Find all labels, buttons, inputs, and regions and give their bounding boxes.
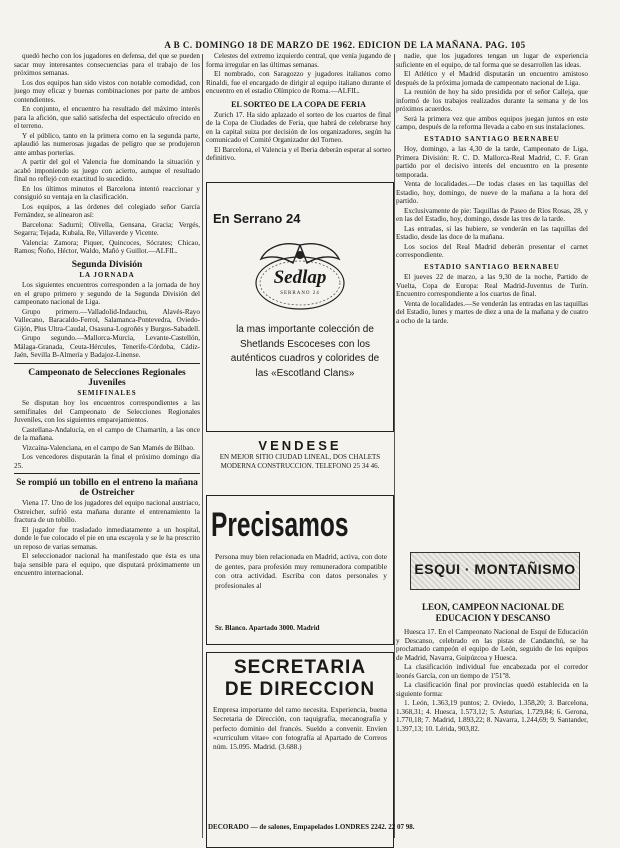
ad-precisamos-title: Precisamos bbox=[211, 506, 349, 544]
section-title: ESTADIO SANTIAGO BERNABEU bbox=[424, 134, 560, 143]
ad-secretaria-text: Empresa importante del ramo necesita. Experiencia, buena Secretaria de Dirección, con taquigrafía, mecanografía y perfecto dominio del francés. Sueldo a convenir. Envíen «curriculum vitae» con fotografía al Apartado de Correos núm. 15.095. Madrid. (3.688.) bbox=[213, 705, 387, 752]
column-middle bbox=[206, 52, 391, 172]
paragraph: Viena 17. Uno de los jugadores del equipo nacional austriaco, Ostreicher, sufrió esta mañana durante el entrenamiento la fractura de un tobillo. bbox=[14, 499, 200, 524]
paragraph: Barcelona: Sadurní; Olivella, Gensana, Gracia; Vergés, Segarra; Tejada, Kubala, Re, Villaverde y Vicente. bbox=[14, 220, 200, 237]
paragraph: Los equipos, a las órdenes del colegiado señor García Fernández, se alinearon así: bbox=[14, 202, 200, 219]
paragraph: 1. León, 1.363,19 puntos; 2. Oviedo, 1.358,20; 3. Barcelona, 1.368,31; 4. Huesca, 1.573,12; 5. Asturias, 1.729,84; 6. Gerona, 1.770,18; 7. Madrid, 1.893,22; 8. Navarra, 1.244,69; 9. Santander, 1.397,13; 10. Lérida, 903,82. bbox=[396, 699, 588, 733]
page-header: A B C. DOMINGO 18 DE MARZO DE 1962. EDICION DE LA MAÑANA. PAG. 105 bbox=[164, 40, 526, 50]
column-left bbox=[14, 52, 200, 838]
paragraph: Venta de localidades.—Se venderán las entradas en las taquillas del Estadio, lunes y martes de diez a una de la mañana y de cuatro a ocho de la tarde. bbox=[396, 299, 588, 325]
paragraph: Celestes del extremo izquierdo central, que venía jugando de forma irregular en las últimas semanas. bbox=[206, 52, 391, 69]
paragraph: La clasificación individual fue encabezada por el corredor leonés García, con un tiempo de 1'51''8. bbox=[396, 663, 588, 680]
ad-precisamos-text: Persona muy bien relacionada en Madrid, activa, con dote de gentes, para profesión muy remuneradora compatible con otra actividad. Escriba con datos personales y profesionales al bbox=[215, 552, 387, 590]
paragraph: Los vencedores disputarán la final el próximo domingo día 25. bbox=[14, 453, 200, 470]
paragraph: Los socios del Real Madrid deberán presentar el carnet correspondiente. bbox=[396, 242, 588, 259]
column-rule bbox=[202, 54, 203, 838]
ad-decorado: DECORADO — de salones, Empapelados LONDRES 2242. 22 07 98. bbox=[208, 823, 415, 831]
section-title: Segunda División bbox=[71, 259, 143, 270]
section-subtitle: LA JORNADA bbox=[79, 270, 135, 279]
column-right-bottom bbox=[396, 628, 588, 838]
paragraph: A partir del gol el Valencia fue dominando la situación y acabó imponiendo su juego con acierto, aunque el resultado final no reflejó con exactitud lo sucedido. bbox=[14, 158, 200, 183]
ad-serrano bbox=[206, 182, 394, 432]
paragraph: Castellana-Andalucía, en el campo de Chamartín, a las once de la mañana. bbox=[14, 425, 200, 442]
section-subtitle: SEMIFINALES bbox=[77, 388, 137, 397]
paragraph: Las entradas, si las hubiere, se venderán en las taquillas del Estadio, desde las doce de la mañana. bbox=[396, 224, 588, 241]
paragraph: Grupo primero.—Valladolid-Indauchu, Alavés-Rayo Vallecano, Baracaldo-Ferrol, Salamanca-Pontevedra, Oviedo-Gijón, Plus Ultra-Caudal, Osasuna-Logroñés y Burgos-Sabadell. bbox=[14, 307, 200, 333]
banner-frame bbox=[410, 552, 580, 590]
paragraph: Y el público, tanto en la primera como en la segunda parte, aplaudió las numerosas jugadas de peligro que se produjeron ante ambas porterías. bbox=[14, 131, 200, 157]
ad-precisamos bbox=[206, 495, 394, 645]
paragraph: quedó hecho con los jugadores en defensa, del que se pueden sacar muy interesantes consecuencias para el trabajo de los próximos semanas. bbox=[14, 52, 200, 77]
paragraph: Zurich 17. Ha sido aplazado el sorteo de los cuartos de final de la Copa de Ciudades de Feria, que habrá de celebrarse hoy en la capital suiza por decisión de los organizadores, según ha comunicado el Comité Organizador del Torneo. bbox=[206, 110, 391, 144]
paragraph: Huesca 17. En el Campeonato Nacional de Esquí de Educación y Descanso, celebrado en las pistas de Candanchú, se ha proclamado campeón el equipo de León, seguido de los equipos de Madrid, Navarra, Guipúzcoa y Huesca. bbox=[396, 628, 588, 662]
section-title: EL SORTEO DE LA COPA DE FERIA bbox=[231, 99, 366, 109]
montanismo-banner bbox=[398, 548, 588, 600]
ad-vendese bbox=[206, 438, 394, 492]
paragraph: La reunión de hoy ha sido presidida por el señor Calleja, que informó de los trabajos realizados durante la semana y de los próximos acuerdos. bbox=[396, 88, 588, 113]
ad-vendese-text: EN MEJOR SITIO CIUDAD LINEAL, DOS CHALETS MODERNA CONSTRUCCION. TELEFONO 25 34 46. bbox=[219, 453, 381, 470]
paragraph: El seleccionador nacional ha manifestado que ésta es una baja sensible para el equipo, que disputará próximamente un encuentro internacional. bbox=[14, 552, 200, 577]
paragraph: El Barcelona, el Valencia y el Iberia deberán esperar al sorteo definitivo. bbox=[206, 145, 391, 162]
ad-precisamos-contact: Sr. Blanco. Apartado 3000. Madrid bbox=[215, 624, 320, 632]
paragraph: Grupo segundo.—Mallorca-Murcia, Levante-Castellón, Málaga-Granada, Ceuta-Hércules, Tenerife-Córdoba, Cádiz-Jaén, Sevilla B-Almería y Badajoz-Linense. bbox=[14, 334, 200, 359]
paragraph: El jueves 22 de marzo, a las 9,30 de la noche, Partido de Vuelta, Copa de Europa: Real Madrid-Juventus de Turín. Encuentro correspondiente a los cuartos de final. bbox=[396, 273, 588, 298]
section-title: LEON, CAMPEON NACIONAL DE EDUCACION Y DESCANSO bbox=[421, 602, 564, 623]
paragraph: Vizcaína-Valenciana, en el campo de San Mamés de Bilbao. bbox=[22, 443, 195, 452]
paragraph: Los dos equipos han sido vistos con notable comodidad, con juego muy eficaz y buenas combinaciones por parte de ambos contendientes. bbox=[14, 78, 200, 104]
ad-vendese-title: VENDESE bbox=[258, 438, 342, 453]
section-title: ESTADIO SANTIAGO BERNABEU bbox=[424, 262, 560, 271]
ad-secretaria-title-1: SECRETARIA bbox=[233, 657, 367, 678]
section-title: Campeonato de Selecciones Regionales Juveniles bbox=[28, 367, 186, 388]
paragraph: En conjunto, el encuentro ha resultado del máximo interés para la afición, que salió satisfecha del espectáculo ofrecido en el terreno. bbox=[14, 105, 200, 130]
paragraph: Los siguientes encuentros corresponden a la jornada de hoy en el grupo primero y segundo de la Segunda División del campeonato nacional de Liga. bbox=[14, 281, 200, 306]
paragraph: Valencia: Zamora; Piquer, Quincoces, Sócrates; Chicao, Ramos; Ñoño, Héctor, Waldo, Mañó y Guillot.—ALFIL. bbox=[14, 238, 200, 255]
section-title: Se rompió un tobillo en el entreno la mañana de Ostreicher bbox=[16, 478, 198, 498]
paragraph: El nombrado, con Saragozzo y jugadores italianos como Rinaldi, fue el encargado de dirigir al equipo italiano durante el encuentro en el estadio Olímpico de Roma.—ALFIL. bbox=[206, 70, 391, 95]
divider bbox=[14, 473, 200, 474]
divider bbox=[14, 363, 200, 364]
brand-name: Sedlap bbox=[273, 267, 327, 288]
paragraph: El jugador fue trasladado inmediatamente a un hospital, donde le fue colocado el pie en una escayola y se le ha prescrito un reposo de varias semanas. bbox=[14, 525, 200, 551]
paragraph: Exclusivamente de pie: Taquillas de Paseo de Ríos Rosas, 28, y en las del Estadio, hoy, domingo, desde las tres de la tarde. bbox=[396, 206, 588, 223]
ad-secretaria-title-2: DE DIRECCION bbox=[224, 679, 376, 700]
paragraph: La clasificación final por provincias quedó establecida en la siguiente forma: bbox=[396, 681, 588, 698]
column-right bbox=[396, 52, 588, 536]
ad-serrano-text: la mas importante colección de Shetlands Escoceses con los auténticos cuadros y colorides de las «Escotland Clans» bbox=[230, 324, 380, 379]
ad-serrano-title: En Serrano 24 bbox=[213, 211, 301, 226]
paragraph: El Atlético y el Madrid disputarán un encuentro amistoso después de la próxima jornada de campeonato nacional de Liga. bbox=[396, 70, 588, 87]
paragraph: Venta de localidades.—De todas clases en las taquillas del Estadio, hoy, domingo, de nueve de la mañana a la hora del partido. bbox=[396, 180, 588, 205]
paragraph: Será la primera vez que ambos equipos juegan juntos en este campo, después de la reforma llevada a cabo en sus instalaciones. bbox=[396, 114, 588, 131]
paragraph: nadie, que los jugadores tengan un lugar de experiencia suficiente en el equipo, de tal forma que se desarrollen las ideas. bbox=[396, 52, 588, 69]
paragraph: Se disputan hoy los encuentros correspondientes a las semifinales del Campeonato de Selecciones Regionales Juveniles, con los siguientes emparejamientos. bbox=[14, 399, 200, 424]
paragraph: En los últimos minutos el Barcelona intentó reaccionar y consiguió su ventaja en la clasificación. bbox=[14, 184, 200, 201]
banner-text: ESQUI · MONTAÑISMO bbox=[414, 561, 576, 577]
paragraph: Hoy, domingo, a las 4,30 de la tarde, Campeonato de Liga, Primera División: R. C. D. Mallorca-Real Madrid, C. F. Gran partido por el decisivo interés del encuentro en la presente temporada. bbox=[396, 145, 588, 179]
brand-subtitle: SERRANO 24 bbox=[280, 291, 320, 296]
ad-secretaria bbox=[206, 652, 415, 848]
column-rule bbox=[394, 54, 395, 838]
